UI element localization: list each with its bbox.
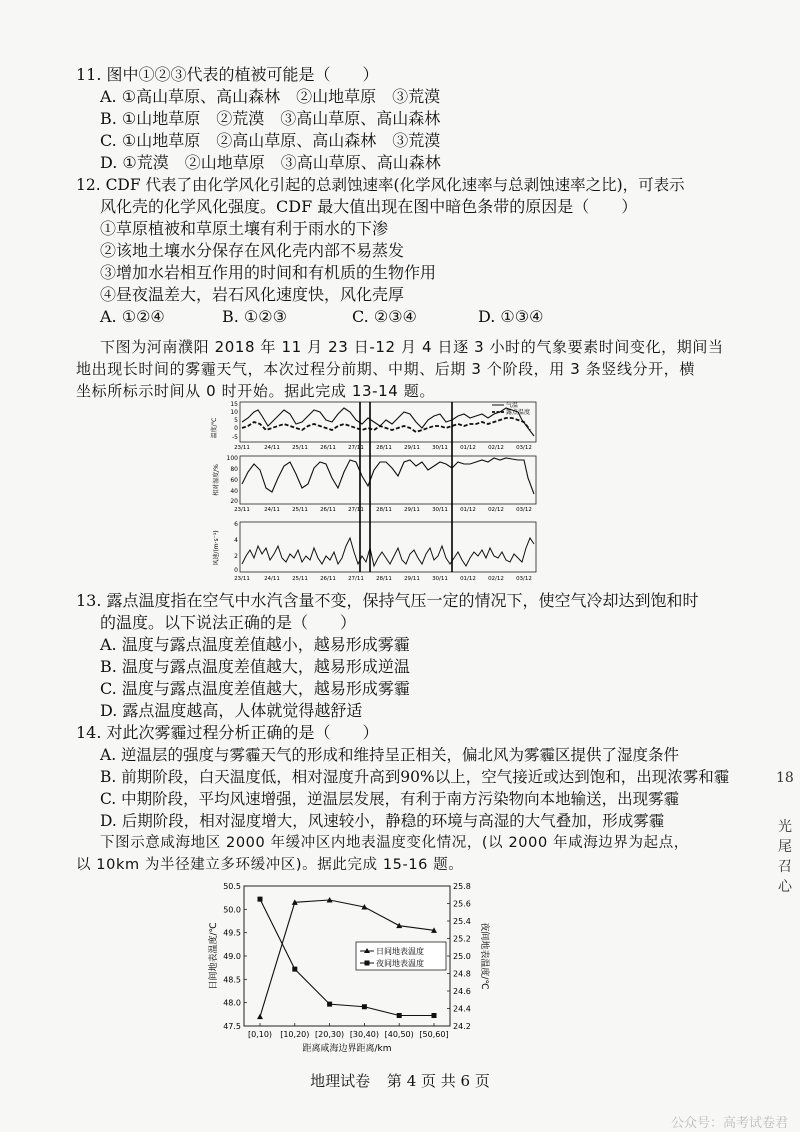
temp-tick: 10: [230, 409, 238, 416]
q13-stem-line2: 的温度。以下说法正确的是（ ）: [100, 613, 357, 632]
date-tick: 24/11: [264, 507, 280, 513]
temp-ylabel: 温度/℃: [211, 417, 218, 439]
date-tick: 02/12: [488, 507, 504, 513]
temp-tick: 5: [234, 417, 238, 424]
humidity-panel: [212, 455, 536, 513]
date-tick: 30/11: [432, 576, 448, 582]
right-tick-label: 24.4: [453, 1004, 471, 1014]
page-footer: [0, 1070, 800, 1091]
right-tick-label: 25.4: [453, 917, 471, 926]
date-tick: 25/11: [292, 445, 308, 451]
footer-subject: 地理试卷: [310, 1072, 371, 1090]
intro-13-14-line2: 地出现长时间的雾霾天气，本次过程分前期、中期、后期 3 个阶段，用 3 条竖线分开，横: [76, 360, 695, 378]
q14-option-c: C. 中期阶段，平均风速增强，逆温层发展，有利于南方污染物向本地输送，出现雾霾: [100, 790, 680, 808]
date-tick: 23/11: [234, 445, 250, 451]
date-tick: 29/11: [404, 507, 420, 513]
wind-tick: 6: [234, 521, 238, 528]
q14-option-a: A. 逆温层的强度与雾霾天气的形成和维持呈正相关，偏北风为雾霾区提供了湿度条件: [100, 746, 680, 764]
q12-option-b: B. ①②③: [222, 307, 287, 326]
x-tick-label: [20,30): [315, 1030, 345, 1039]
date-tick: 23/11: [234, 507, 250, 513]
rh-tick: 60: [230, 477, 238, 484]
date-tick: 30/11: [432, 445, 448, 451]
right-tick-label: 25.8: [453, 882, 471, 891]
date-tick: 25/11: [292, 507, 308, 513]
temp-tick: 15: [230, 401, 238, 408]
wind-ylabel: 风速/(m·s⁻¹): [213, 530, 220, 566]
q12-statement-2: ②该地土壤水分保存在风化壳内部不易蒸发: [100, 241, 405, 260]
date-tick: 25/11: [292, 576, 308, 582]
temp-tick: -5: [232, 434, 238, 441]
night-temp-point: [432, 1013, 437, 1018]
q12-option-a: A. ①②④: [100, 307, 165, 326]
edge-mark: 召: [778, 859, 792, 875]
air-temp-line: [242, 408, 534, 436]
lst-legend: [356, 942, 446, 970]
temp-panel: [210, 401, 536, 451]
q14-option-b: B. 前期阶段，白天温度低，相对湿度升高到90%以上，空气接近或达到饱和，出现浓雾和霾: [100, 768, 730, 786]
date-tick: 23/11: [234, 576, 250, 582]
date-tick: 02/12: [488, 576, 504, 582]
date-tick: 27/11: [348, 507, 364, 513]
rh-tick: 80: [230, 466, 238, 473]
q11-option-d: D. ①荒漠 ②山地草原 ③高山草原、高山森林: [100, 153, 441, 172]
q11-option-c: C. ①山地草原 ②高山草原、高山森林 ③荒漠: [100, 131, 441, 150]
wind-tick: 0: [234, 567, 238, 574]
edge-mark: 18: [776, 770, 794, 786]
legend-dewpoint: 露点温度: [506, 409, 531, 416]
rh-line: [242, 458, 534, 494]
edge-mark: 心: [778, 879, 792, 895]
date-tick: 29/11: [404, 576, 420, 582]
right-tick-label: 25.0: [453, 952, 471, 961]
date-tick: 27/11: [348, 445, 364, 451]
left-tick-label: 48.0: [223, 998, 241, 1008]
x-tick-label: [40,50): [384, 1030, 414, 1039]
left-tick-label: 47.5: [223, 1022, 241, 1031]
edge-mark: 光: [778, 819, 792, 835]
wind-panel: [212, 521, 536, 582]
right-tick-label: 24.8: [453, 969, 471, 979]
wind-tick: 2: [234, 553, 238, 560]
right-tick-label: 25.6: [453, 899, 471, 909]
q13-option-a: A. 温度与露点温度差值越小，越易形成雾霾: [100, 635, 410, 654]
night-temp-point: [258, 897, 263, 902]
date-tick: 01/12: [460, 507, 476, 513]
date-tick: 24/11: [264, 445, 280, 451]
date-tick: 03/12: [516, 576, 532, 582]
left-axis-label: 日间地表温度/℃: [209, 922, 219, 990]
date-tick: 01/12: [460, 445, 476, 451]
night-temp-point: [397, 1013, 402, 1018]
q14-option-d: D. 后期阶段，相对湿度增大，风速较小，静稳的环境与高湿的大气叠加，形成雾霾: [100, 812, 665, 830]
q13-option-b: B. 温度与露点温度差值越大，越易形成逆温: [100, 657, 410, 676]
right-axis-label: 夜间地表温度/℃: [479, 922, 489, 990]
date-tick: 27/11: [348, 576, 364, 582]
q11-option-b: B. ①山地草原 ②荒漠 ③高山草原、高山森林: [100, 109, 441, 128]
date-tick: 26/11: [320, 507, 336, 513]
x-tick-label: [30,40): [349, 1030, 379, 1039]
night-temp-point: [362, 1004, 367, 1009]
x-axis-label: 距离咸海边界距离/km: [302, 1044, 392, 1054]
date-tick: 28/11: [376, 576, 392, 582]
right-tick-label: 24.2: [453, 1022, 471, 1031]
weather-chart: [210, 398, 550, 586]
wind-tick: 4: [234, 537, 238, 544]
q13-option-d: D. 露点温度越高，人体就觉得越舒适: [100, 701, 363, 720]
date-tick: 26/11: [320, 445, 336, 451]
date-tick: 03/12: [516, 445, 532, 451]
q12-statement-4: ④昼夜温差大，岩石风化速度快，风化壳厚: [100, 285, 405, 304]
date-tick: 02/12: [488, 445, 504, 451]
date-tick: 29/11: [404, 445, 420, 451]
right-tick-label: 25.2: [453, 934, 471, 944]
q12-option-c: C. ②③④: [352, 307, 417, 326]
watermark: 公众号：高考试卷君: [670, 1116, 788, 1131]
intro-13-14-line3: 坐标所标示时间从 0 时开始。据此完成 13-14 题。: [76, 382, 436, 400]
q12-stem-line1: 12. CDF 代表了由化学风化引起的总剥蚀速率(化学风化速率与总剥蚀速率之比)，可表示: [76, 176, 685, 194]
x-tick-label: [10,20): [280, 1030, 310, 1039]
q12-stem-line2: 风化壳的化学风化强度。CDF 最大值出现在图中暗色条带的原因是（ ）: [100, 197, 638, 216]
date-tick: 24/11: [264, 576, 280, 582]
footer-page: 第 4 页 共 6 页: [386, 1072, 490, 1090]
intro-13-14-line1: 下图为河南濮阳 2018 年 11 月 23 日-12 月 4 日逐 3 小时的气象要素时间变化，期间当: [100, 338, 724, 356]
temp-legend: [492, 401, 530, 416]
left-tick-label: 49.5: [223, 928, 241, 938]
lst-chart: [200, 878, 490, 1056]
q13-stem-line1: 13. 露点温度指在空气中水汽含量不变，保持气压一定的情况下，使空气冷却达到饱和时: [76, 591, 699, 610]
x-tick-label: [50,60]: [419, 1030, 449, 1039]
q12-option-d: D. ①③④: [478, 307, 544, 326]
rh-tick: 100: [226, 455, 238, 462]
legend-night-temp: 夜间地表温度: [376, 959, 424, 968]
q14-stem: 14. 对此次雾霾过程分析正确的是（ ）: [76, 723, 379, 742]
left-tick-label: 50.0: [223, 905, 241, 915]
right-tick-label: 24.6: [453, 987, 471, 996]
left-tick-label: 49.0: [223, 952, 241, 961]
rh-tick: 40: [230, 488, 238, 495]
date-tick: 26/11: [320, 576, 336, 582]
edge-mark: 尾: [778, 839, 792, 855]
q11-option-a: A. ①高山草原、高山森林 ②山地草原 ③荒漠: [100, 87, 441, 106]
q11-stem: 11. 图中①②③代表的植被可能是（ ）: [76, 65, 379, 84]
date-tick: 03/12: [516, 507, 532, 513]
intro-15-16-line1: 下图示意咸海地区 2000 年缓冲区内地表温度变化情况，(以 2000 年咸海边界为起点，: [100, 835, 689, 851]
date-tick: 01/12: [460, 576, 476, 582]
left-tick-label: 50.5: [223, 882, 241, 891]
rh-tick: 20: [230, 498, 238, 505]
night-temp-point: [327, 1002, 332, 1007]
date-tick: 28/11: [376, 507, 392, 513]
date-tick: 28/11: [376, 445, 392, 451]
q12-statement-3: ③增加水岩相互作用的时间和有机质的生物作用: [100, 263, 437, 282]
night-temp-point: [292, 967, 297, 972]
legend-air-temp: 气温: [506, 402, 519, 409]
legend-day-temp: 日间地表温度: [376, 947, 424, 956]
date-tick: 30/11: [432, 507, 448, 513]
q13-option-c: C. 温度与露点温度差值越大，越易形成雾霾: [100, 679, 410, 698]
q12-statement-1: ①草原植被和草原土壤有利于雨水的下渗: [100, 219, 389, 238]
wind-line: [242, 538, 534, 566]
rh-ylabel: 相对湿度/%: [213, 464, 220, 496]
x-tick-label: [0,10): [247, 1030, 273, 1039]
intro-15-16-line2: 以 10km 为半径建立多环缓冲区)。据此完成 15-16 题。: [76, 857, 464, 873]
left-tick-label: 48.5: [223, 975, 241, 985]
temp-tick: 0: [234, 425, 238, 432]
day-temp-point: [257, 1014, 263, 1020]
